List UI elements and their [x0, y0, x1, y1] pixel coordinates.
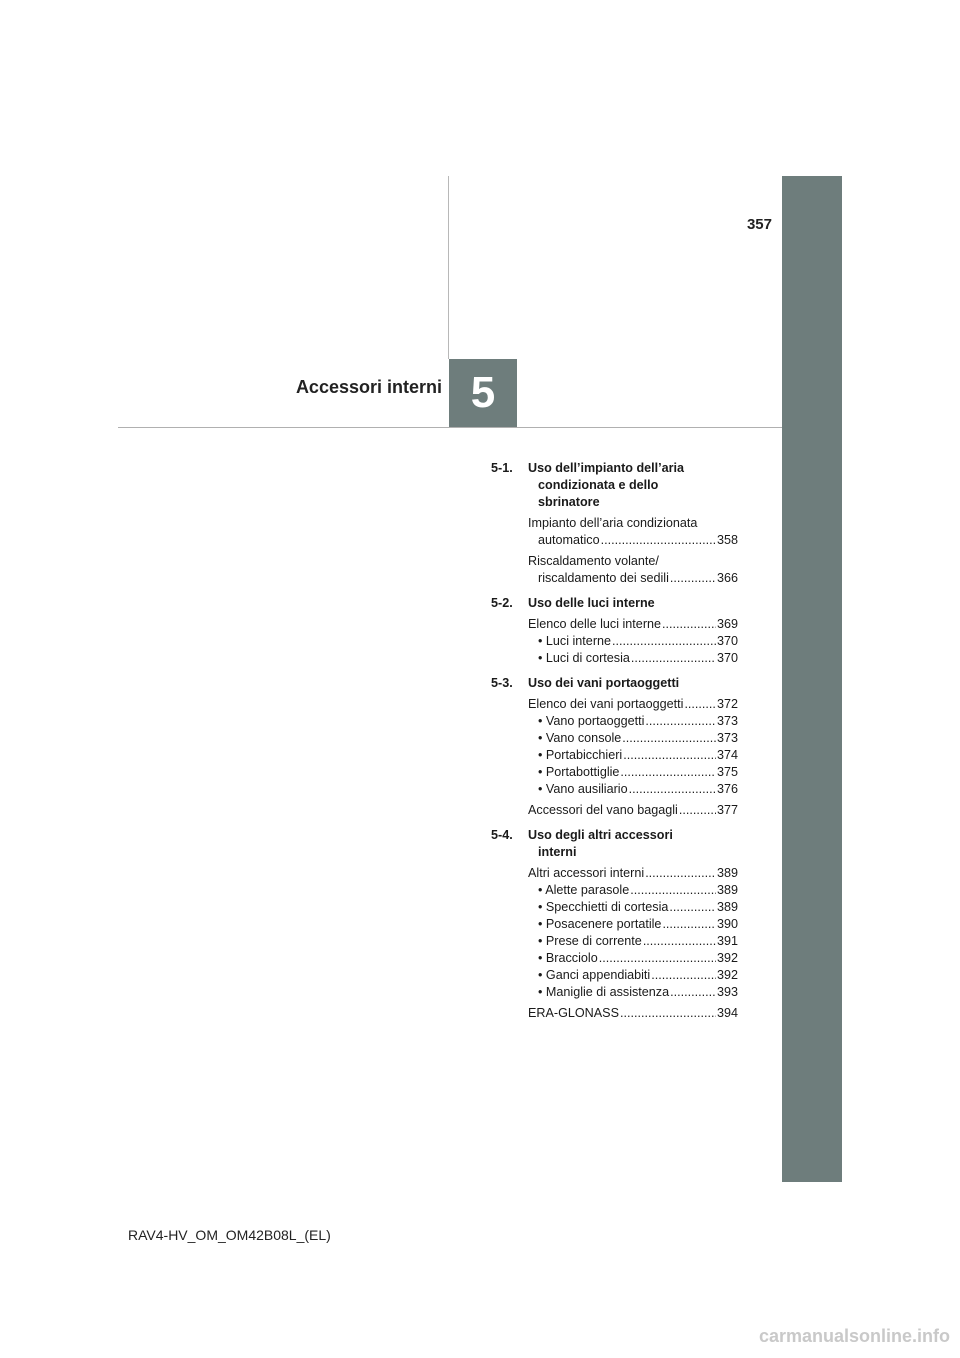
watermark: carmanualsonline.info [758, 1326, 950, 1346]
section-number: 5-4. [491, 828, 513, 842]
toc-entry[interactable]: Elenco delle luci interne ..... 369 [528, 616, 738, 633]
toc-subentry[interactable]: • Bracciolo ..... 392 [528, 950, 738, 967]
page-ref: 373 [716, 714, 738, 728]
page-ref: 394 [716, 1006, 738, 1020]
toc-subentry[interactable]: • Portabottiglie ..... 375 [528, 764, 738, 781]
toc-subentry[interactable]: • Maniglie di assistenza ..... 393 [528, 984, 738, 1001]
page-ref: 391 [716, 934, 738, 948]
toc-entry[interactable]: Accessori del vano bagagli ..... 377 [528, 802, 738, 819]
section-title: Uso dell’impianto dell’aria condizionata e dello sbrinatore [528, 461, 685, 509]
section-number: 5-2. [491, 596, 513, 610]
page-ref: 393 [716, 985, 738, 999]
horizontal-divider [118, 427, 782, 428]
section-title: Uso degli altri accessori interni [528, 828, 673, 859]
chapter-number-box: 5 [449, 359, 517, 427]
page-ref: 366 [716, 571, 738, 585]
toc-entry[interactable]: ERA-GLONASS ..... 394 [528, 1005, 738, 1022]
toc-subentry[interactable]: • Luci di cortesia ..... 370 [528, 650, 738, 667]
page-ref: 377 [716, 803, 738, 817]
chapter-thumb-tab [782, 176, 842, 1182]
page-ref: 392 [716, 968, 738, 982]
toc-subentry[interactable]: • Specchietti di cortesia ..... 389 [528, 899, 738, 916]
section-title: Uso delle luci interne [528, 596, 655, 610]
page-ref: 376 [716, 782, 738, 796]
section-number: 5-1. [491, 461, 513, 475]
toc-subentry[interactable]: • Vano ausiliario ..... 376 [528, 781, 738, 798]
vertical-divider [448, 176, 449, 359]
page-ref: 392 [716, 951, 738, 965]
page-ref: 358 [716, 533, 738, 547]
page-ref: 390 [716, 917, 738, 931]
toc-section-5-1[interactable] [491, 460, 738, 511]
toc-entry[interactable]: Riscaldamento volante/ riscaldamento dei sedili ..... 366 [528, 553, 738, 587]
table-of-contents [491, 460, 738, 1030]
chapter-title: Accessori interni [295, 377, 442, 397]
toc-subentry[interactable]: • Luci interne ..... 370 [528, 633, 738, 650]
section-number: 5-3. [491, 676, 513, 690]
footer-doc-code: RAV4-HV_OM_OM42B08L_(EL) [128, 1227, 331, 1243]
page-ref: 369 [716, 617, 738, 631]
page-ref: 370 [716, 651, 738, 665]
toc-entry[interactable]: Altri accessori interni ..... 389 [528, 865, 738, 882]
page-ref: 372 [716, 697, 738, 711]
page-ref: 373 [716, 731, 738, 745]
toc-section-5-3[interactable] [491, 675, 738, 692]
page-ref: 389 [716, 900, 738, 914]
toc-section-5-4[interactable] [491, 827, 738, 861]
section-title: Uso dei vani portaoggetti [528, 676, 680, 690]
toc-entry[interactable]: Impianto dell’aria condizionata automatico ..... 358 [528, 515, 738, 549]
page-ref: 389 [716, 883, 738, 897]
toc-subentry[interactable]: • Ganci appendiabiti ..... 392 [528, 967, 738, 984]
toc-subentry[interactable]: • Prese di corrente ..... 391 [528, 933, 738, 950]
toc-subentry[interactable]: • Alette parasole ..... 389 [528, 882, 738, 899]
toc-subentry[interactable]: • Vano console ..... 373 [528, 730, 738, 747]
page-ref: 370 [716, 634, 738, 648]
page-ref: 374 [716, 748, 738, 762]
page-ref: 375 [716, 765, 738, 779]
page-number: 357 [746, 216, 772, 233]
toc-subentry[interactable]: • Vano portaoggetti ..... 373 [528, 713, 738, 730]
toc-section-5-2[interactable] [491, 595, 738, 612]
toc-subentry[interactable]: • Portabicchieri ..... 374 [528, 747, 738, 764]
toc-entry[interactable]: Elenco dei vani portaoggetti ..... 372 [528, 696, 738, 713]
toc-subentry[interactable]: • Posacenere portatile ..... 390 [528, 916, 738, 933]
page-ref: 389 [716, 866, 738, 880]
